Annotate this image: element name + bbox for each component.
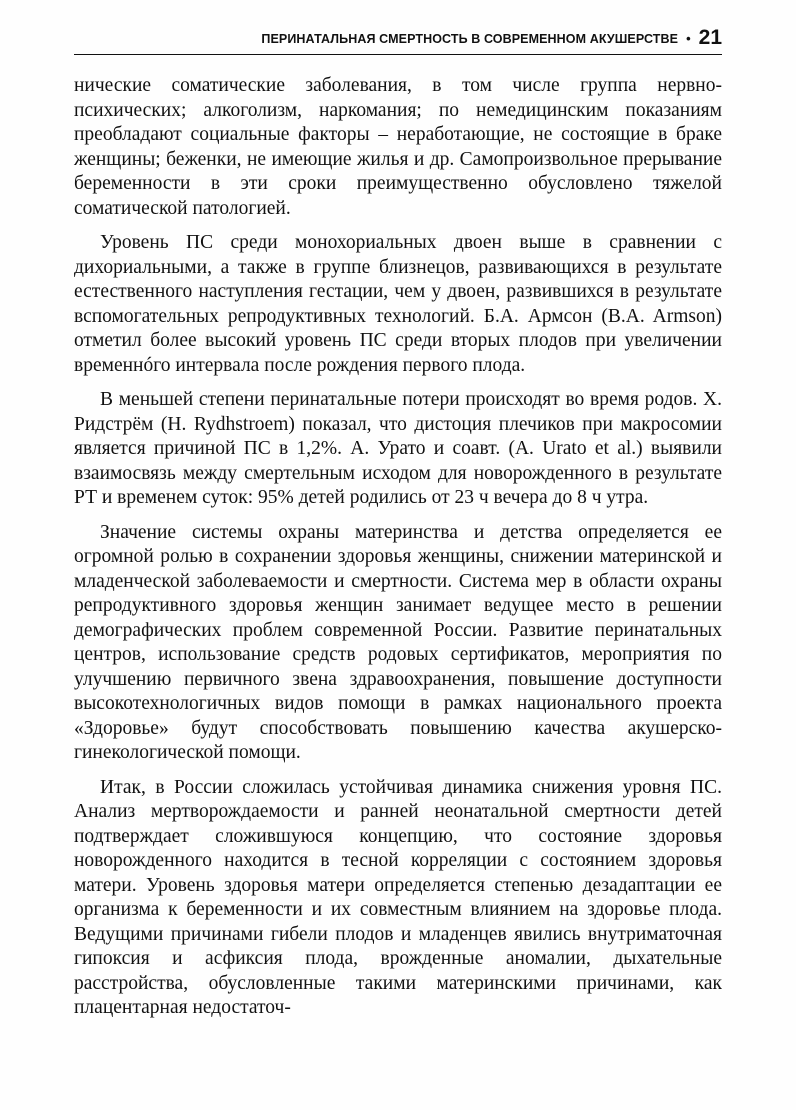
running-head-title: ПЕРИНАТАЛЬНАЯ СМЕРТНОСТЬ В СОВРЕМЕННОМ АКУШЕРСТВЕ <box>261 32 679 46</box>
bullet-separator: • <box>686 31 691 46</box>
page-number: 21 <box>698 26 722 49</box>
paragraph: Уровень ПС среди монохориальных двоен выше в сравнении с дихориальными, а также в группе близнецов, развивающихся в результате естественного наступления гестации, чем у двоен, развившихся в результате вспомогательных репродуктивных технологий. Б.А. Армсон (B.A. Armson) отметил более высокий уровень ПС среди вторых плодов при увеличении временнóго интервала после рождения первого плода. <box>74 232 722 376</box>
header-rule <box>74 54 722 55</box>
paragraph: В меньшей степени перинатальные потери происходят во время родов. Х. Ридстрём (H. Rydhstroem) показал, что дистоция плечиков при макросомии является причиной ПС в 1,2%. А. Урато и соавт. (A. Urato et al.) выявили взаимосвязь между смертельным исходом для новорожденного в результате РТ и временем суток: 95% детей родились от 23 ч вечера до 8 ч утра. <box>74 389 722 508</box>
paragraph-continuation: нические соматические заболевания, в том числе группа нервно-психических; алкоголизм, наркомания; по немедицинским показаниям преобладают социальные факторы – неработающие, не состоящие в браке женщины; беженки, не имеющие жилья и др. Самопроизвольное прерывание беременности в эти сроки преимущественно обусловлено тяжелой соматической патологией. <box>74 75 722 219</box>
paragraph: Итак, в России сложилась устойчивая динамика снижения уровня ПС. Анализ мертворождаемости и ранней неонатальной смертности детей подтверждает сложившуюся концепцию, что состояние здоровья новорожденного находится в тесной корреляции с состоянием здоровья матери. Уровень здоровья матери определяется степенью дезадаптации ее организма к беременности и их совместным влиянием на здоровье плода. Ведущими причинами гибели плодов и младенцев явились внутриматочная гипоксия и асфиксия плода, врожденные аномалии, дыхательные расстройства, обусловленные такими материнскими причинами, как плацентарная недостаточ- <box>74 776 722 1018</box>
paragraph: Значение системы охраны материнства и детства определяется ее огромной ролью в сохранении здоровья женщины, снижении материнской и младенческой заболеваемости и смертности. Система мер в области охраны репродуктивного здоровья женщин занимает ведущее место в решении демографических проблем современной России. Развитие перинатальных центров, использование средств родовых сертификатов, мероприятия по улучшению первичного звена здравоохранения, повышение доступности высокотехнологичных видов помощи в рамках национального проекта «Здоровье» будут способствовать повышению качества акушерско-гинекологической помощи. <box>74 521 722 763</box>
body-text <box>74 74 722 1021</box>
running-head <box>74 18 722 52</box>
